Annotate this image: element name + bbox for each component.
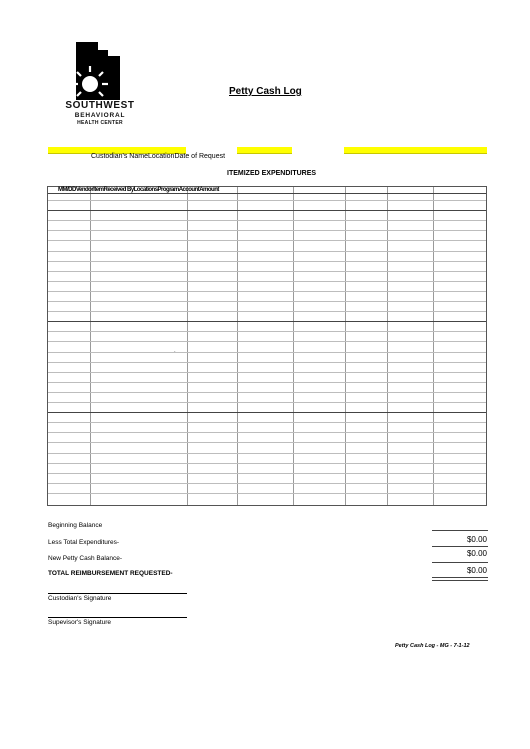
table-row-line	[48, 432, 486, 433]
table-row-line	[48, 392, 486, 393]
less-total-line	[432, 546, 488, 547]
table-row-line	[48, 442, 486, 443]
stray-mark: .	[174, 348, 176, 354]
table-row-line	[48, 463, 486, 464]
column-divider	[345, 187, 346, 505]
table-row-line	[48, 493, 486, 494]
less-total-value[interactable]: $0.00	[466, 535, 487, 544]
column-divider	[293, 187, 294, 505]
table-row-line	[48, 200, 486, 201]
page-title: Petty Cash Log	[229, 86, 302, 97]
logo-line-behavioral: BEHAVIORAL	[74, 112, 126, 119]
custodian-signature-label: Custodian's Signature	[48, 595, 112, 602]
custodian-signature-line[interactable]	[48, 593, 187, 594]
table-row-line	[48, 422, 486, 423]
total-reimbursement-label: TOTAL REIMBURSEMENT REQUESTED-	[48, 570, 173, 577]
logo-line-health-center: HEALTH CENTER	[77, 120, 123, 126]
total-reimbursement-value[interactable]: $0.00	[466, 566, 487, 575]
table-row-line	[48, 220, 486, 221]
supervisor-signature-label: Supevisor's Signature	[48, 619, 112, 626]
table-row-line	[48, 271, 486, 272]
column-divider	[187, 187, 188, 505]
table-row-line	[48, 261, 486, 262]
logo-mark-icon	[62, 42, 138, 100]
less-total-label: Less Total Expenditures-	[48, 539, 120, 546]
field-labels: Custodian's NameLocationDate of Request	[91, 153, 226, 160]
beginning-balance-label: Beginning Balance	[48, 522, 103, 529]
table-row-line	[48, 382, 486, 383]
column-divider	[237, 187, 238, 505]
logo-line-southwest: SOUTHWEST	[65, 100, 135, 111]
table-header: MM/DDVendorItemReceived ByLocationsProgramAccountAmount	[58, 187, 219, 193]
new-balance-label: New Petty Cash Balance-	[48, 555, 123, 562]
table-row-line	[48, 321, 486, 322]
new-balance-value[interactable]: $0.00	[466, 549, 487, 558]
table-row-line	[48, 210, 486, 211]
table-row-line	[48, 251, 486, 252]
southwest-logo	[62, 42, 138, 128]
date-of-request-field[interactable]	[344, 147, 487, 154]
table-row-line	[48, 372, 486, 373]
new-balance-line	[432, 562, 488, 563]
column-divider	[90, 187, 91, 505]
total-double-line-top	[432, 577, 488, 578]
table-row-line	[48, 331, 486, 332]
table-row-line	[48, 483, 486, 484]
supervisor-signature-line[interactable]	[48, 617, 187, 618]
beginning-balance-line	[432, 530, 488, 531]
column-divider	[387, 187, 388, 505]
table-row-line	[48, 453, 486, 454]
table-row-line	[48, 230, 486, 231]
total-double-line-bottom	[432, 580, 488, 581]
footer-text: Petty Cash Log - MG - 7-1-12	[395, 643, 470, 649]
header-underline	[48, 193, 486, 194]
table-row-line	[48, 402, 486, 403]
table-row-line	[48, 301, 486, 302]
table-row-line	[48, 362, 486, 363]
table-row-line	[48, 240, 486, 241]
location-field[interactable]	[237, 147, 292, 154]
table-row-line	[48, 311, 486, 312]
section-title: ITEMIZED EXPENDITURES	[227, 170, 317, 177]
table-row-line	[48, 412, 486, 413]
table-row-line	[48, 352, 486, 353]
table-row-line	[48, 473, 486, 474]
expenditures-table[interactable]	[47, 186, 487, 506]
column-divider	[433, 187, 434, 505]
table-row-line	[48, 281, 486, 282]
table-row-line	[48, 291, 486, 292]
table-row-line	[48, 341, 486, 342]
